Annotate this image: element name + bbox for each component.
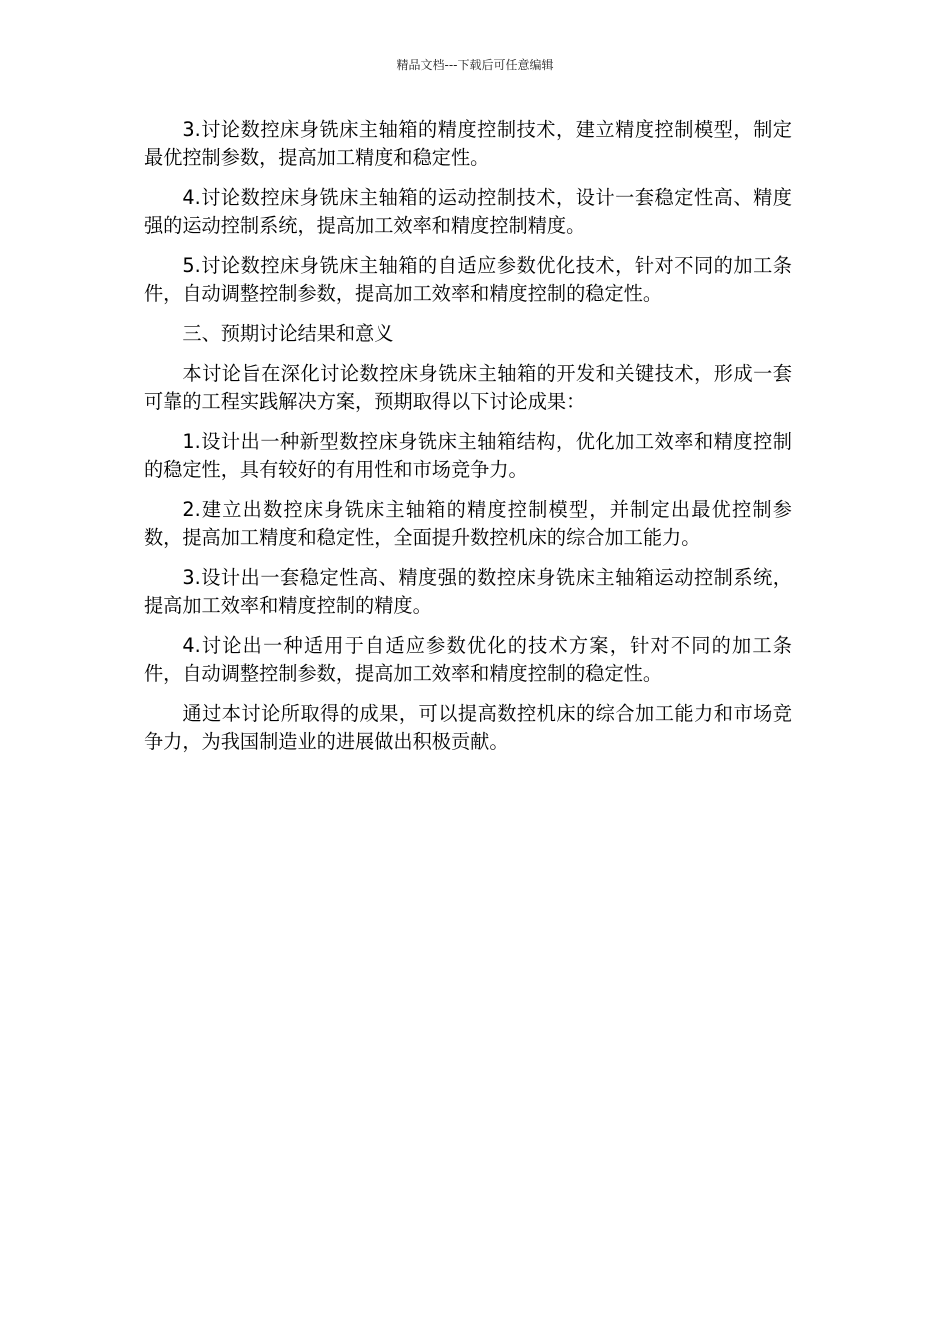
paragraph-research-item-3: 3.讨论数控床身铣床主轴箱的精度控制技术，建立精度控制模型，制定最优控制参数，提高加工精度和稳定性。 xyxy=(144,118,792,169)
paragraph-result-item-3: 3.设计出一套稳定性高、精度强的数控床身铣床主轴箱运动控制系统，提高加工效率和精度控制的精度。 xyxy=(144,566,792,617)
paragraph-results-intro: 本讨论旨在深化讨论数控床身铣床主轴箱的开发和关键技术，形成一套可靠的工程实践解决方案，预期取得以下讨论成果： xyxy=(144,362,792,413)
paragraph-conclusion: 通过本讨论所取得的成果，可以提高数控机床的综合加工能力和市场竞争力，为我国制造业的进展做出积极贡献。 xyxy=(144,702,792,753)
paragraph-result-item-2: 2.建立出数控床身铣床主轴箱的精度控制模型，并制定出最优控制参数，提高加工精度和稳定性，全面提升数控机床的综合加工能力。 xyxy=(144,498,792,549)
section-heading-expected-results: 三、预期讨论结果和意义 xyxy=(182,322,394,345)
paragraph-research-item-4: 4.讨论数控床身铣床主轴箱的运动控制技术，设计一套稳定性高、精度强的运动控制系统，提高加工效率和精度控制精度。 xyxy=(144,186,792,237)
paragraph-result-item-4: 4.讨论出一种适用于自适应参数优化的技术方案，针对不同的加工条件，自动调整控制参数，提高加工效率和精度控制的稳定性。 xyxy=(144,634,792,685)
document-body xyxy=(144,116,792,768)
paragraph-result-item-1: 1.设计出一种新型数控床身铣床主轴箱结构，优化加工效率和精度控制的稳定性，具有较好的有用性和市场竞争力。 xyxy=(144,430,792,481)
paragraph-research-item-5: 5.讨论数控床身铣床主轴箱的自适应参数优化技术，针对不同的加工条件，自动调整控制参数，提高加工效率和精度控制的稳定性。 xyxy=(144,254,792,305)
page-header: 精品文档---下载后可任意编辑 xyxy=(396,58,554,72)
